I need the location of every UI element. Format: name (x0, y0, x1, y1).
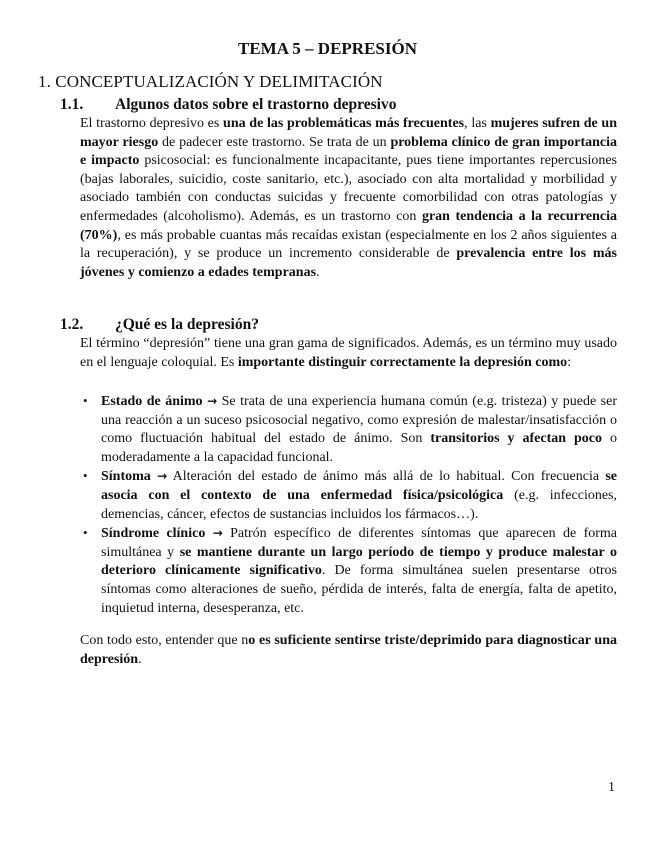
paragraph-depression-data: El trastorno depresivo es una de las problemáticas más frecuentes, las mujeres sufren de un mayor riesgo de padecer este trastorno. Se trata de un problema clínico de gran importancia e impacto psicosocial: es funcionalmente incapacitante, pues tiene importantes repercusiones (bajas laborales, suicidio, coste sanitario, etc.), asociado con alta mortalidad y morbilidad y asociado también con conductas suicidas y frecuente comorbilidad con otras patologías y enfermedades (alcoholismo). Además, es un trastorno con gran tendencia a la recurrencia (70%), es más probable cuantas más recaídas existan (especialmente en los 2 años siguientes a la recuperación), y se produce un incremento considerable de prevalencia entre los más jóvenes y comienzo a edades tempranas. (80, 116, 617, 280)
document-title: TEMA 5 – DEPRESIÓN (238, 39, 417, 58)
bullet-icon: • (83, 393, 88, 408)
list-item-estado-de-animo: • Estado de ánimo → Se trata de una experiencia humana común (e.g. tristeza) y puede ser una reacción a un suceso psicosocial negativo, como expresión de malestar/insatisfacción o como fluctuación habitual del estado de ánimo. Son transitorios y afectan poco o moderadamente a la capacidad funcional. (83, 393, 617, 465)
list-item-sindrome-clinico: • Síndrome clínico → Patrón específico de diferentes síntomas que aparecen de forma simultánea y se mantiene durante un largo período de tiempo y produce malestar o deterioro clínicamente significativo. De forma simultánea suelen presentarse otros síntomas como alteraciones de sueño, pérdida de interés, falta de energía, falta de apetito, inquietud interna, desesperanza, etc. (83, 525, 618, 616)
arrow-right-icon: → (207, 394, 218, 408)
subsection-title: ¿Qué es la depresión? (115, 316, 259, 333)
subsection-title: Algunos datos sobre el trastorno depresivo (115, 96, 397, 113)
subsection-number: 1.2. (60, 316, 84, 333)
page-number: 1 (608, 780, 615, 795)
depression-types-list (80, 392, 617, 618)
bullet-icon: • (83, 525, 88, 541)
arrow-right-icon: → (157, 469, 168, 484)
list-item-sintoma: • Síntoma → Alteración del estado de ánimo más allá de lo habitual. Con frecuencia se asocia con el contexto de una enfermedad física/psicológica (e.g. infecciones, demencias, cáncer, efectos de sustancias incluidos los fármacos…). (83, 468, 618, 522)
section-heading-1: 1. CONCEPTUALIZACIÓN Y DELIMITACIÓN (38, 72, 383, 91)
subsection-heading-1-2 (60, 316, 259, 334)
bullet-icon: • (83, 468, 88, 484)
paragraph-conclusion: Con todo esto, entender que no es suficiente sentirse triste/deprimido para diagnosticar una depresión. (80, 633, 617, 667)
paragraph-what-is-depression: El término “depresión” tiene una gran gama de significados. Además, es un término muy usado en el lenguaje coloquial. Es importante distinguir correctamente la depresión como: (80, 336, 617, 370)
subsection-number: 1.1. (60, 96, 84, 113)
arrow-right-icon: → (212, 526, 223, 541)
subsection-heading-1-1 (60, 96, 396, 114)
